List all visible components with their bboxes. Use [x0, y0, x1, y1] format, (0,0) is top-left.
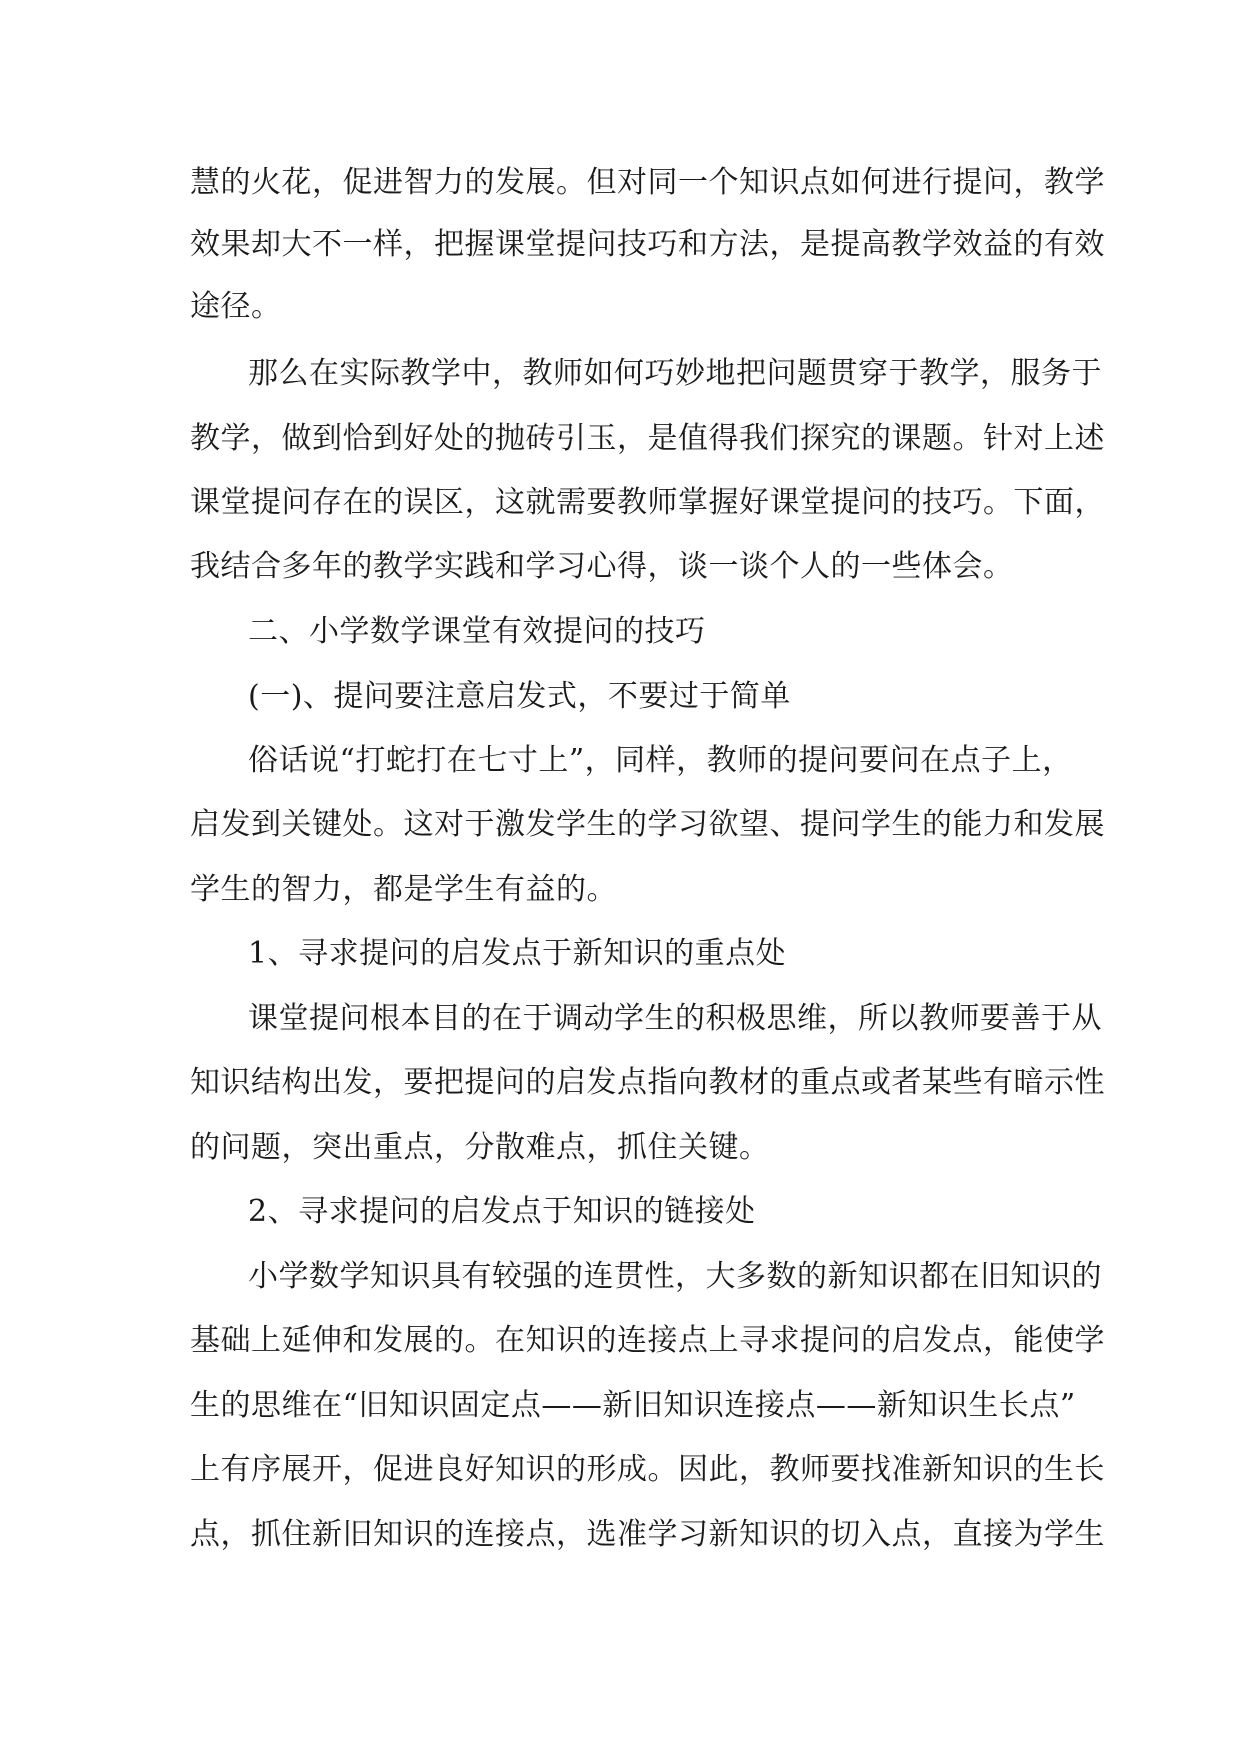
- item-heading: 2、寻求提问的启发点于知识的链接处: [248, 1194, 756, 1229]
- paragraph-line: 的问题，突出重点，分散难点，抓住关键。: [190, 1130, 770, 1165]
- paragraph-line: 俗话说“打蛇打在七寸上”，同样，教师的提问要问在点子上，: [248, 743, 1073, 778]
- paragraph-line: 那么在实际教学中，教师如何巧妙地把问题贯穿于教学，服务于: [248, 356, 1102, 391]
- paragraph-line: 生的思维在“旧知识固定点——新旧知识连接点——新知识生长点”: [190, 1388, 1076, 1423]
- paragraph-line: 点，抓住新旧知识的连接点，选准学习新知识的切入点，直接为学生: [190, 1517, 1105, 1552]
- section-heading: 二、小学数学课堂有效提问的技巧: [248, 614, 706, 649]
- item-heading: 1、寻求提问的启发点于新知识的重点处: [248, 936, 787, 971]
- paragraph-line: 知识结构出发，要把提问的启发点指向教材的重点或者某些有暗示性: [190, 1065, 1105, 1100]
- paragraph-line: 启发到关键处。这对于激发学生的学习欲望、提问学生的能力和发展: [190, 807, 1105, 842]
- paragraph-line: 课堂提问存在的误区，这就需要教师掌握好课堂提问的技巧。下面，: [190, 485, 1105, 520]
- paragraph-line: 上有序展开，促进良好知识的形成。因此，教师要找准新知识的生长: [190, 1452, 1105, 1487]
- paragraph-line: 慧的火花，促进智力的发展。但对同一个知识点如何进行提问，教学: [190, 165, 1105, 200]
- paragraph-line: 学生的智力，都是学生有益的。: [190, 872, 617, 907]
- paragraph-line: 课堂提问根本目的在于调动学生的积极思维，所以教师要善于从: [248, 1001, 1102, 1036]
- paragraph-line: 我结合多年的教学实践和学习心得，谈一谈个人的一些体会。: [190, 549, 1014, 584]
- paragraph-line: 途径。: [190, 289, 282, 324]
- paragraph-line: 基础上延伸和发展的。在知识的连接点上寻求提问的启发点，能使学: [190, 1323, 1105, 1358]
- subsection-heading: (一)、提问要注意启发式，不要过于简单: [248, 679, 791, 714]
- paragraph-line: 教学，做到恰到好处的抛砖引玉，是值得我们探究的课题。针对上述: [190, 421, 1105, 456]
- paragraph-line: 小学数学知识具有较强的连贯性，大多数的新知识都在旧知识的: [248, 1259, 1102, 1294]
- paragraph-line: 效果却大不一样，把握课堂提问技巧和方法，是提高教学效益的有效: [190, 227, 1105, 262]
